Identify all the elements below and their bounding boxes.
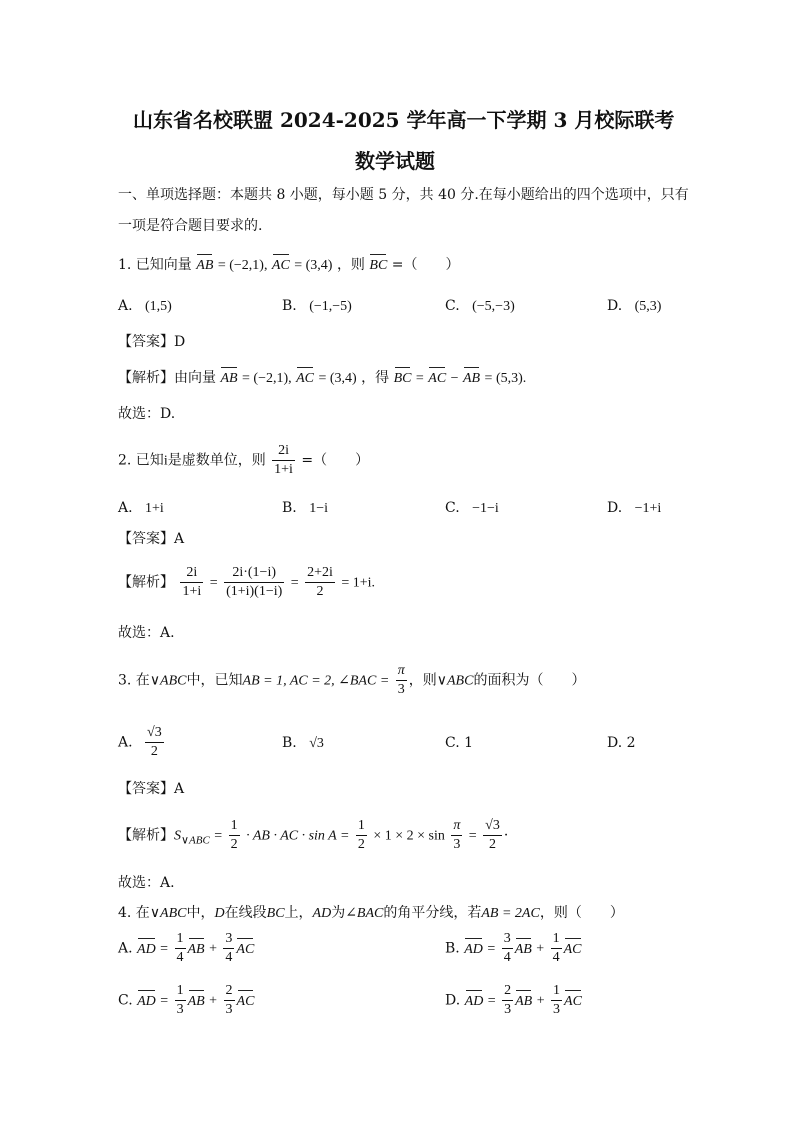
equals: =	[214, 828, 223, 844]
numerator: 1	[551, 982, 562, 1001]
vector-ac: AC	[296, 369, 314, 389]
q3-prefix: 3. 在	[118, 672, 150, 689]
option-value: (−5,−3)	[472, 299, 515, 314]
section-header-line2: 一项是符合题目要求的.	[118, 218, 263, 234]
option-label: C.	[445, 500, 460, 516]
option-label: D.	[607, 500, 623, 516]
angle-bac: ∠BAC	[345, 906, 384, 921]
vector-ab: AB	[196, 256, 213, 276]
option-label: D.	[607, 298, 623, 314]
option-value: √3	[309, 736, 324, 751]
question-1	[118, 255, 459, 276]
option-value: 1+i	[145, 501, 164, 516]
denominator: 2	[357, 837, 365, 852]
analysis-label: 【解析】	[118, 827, 174, 844]
fraction	[305, 564, 335, 601]
q3-choose: 故选：A.	[118, 875, 175, 891]
q3-mid: 中，已知	[186, 672, 243, 689]
denominator: (1+i)(1−i)	[226, 584, 283, 599]
analysis-expr: × 1 × 2 × sin	[373, 828, 445, 844]
q1-option-b	[282, 296, 352, 317]
denominator: 4	[552, 950, 560, 965]
q3-answer: 【答案】A	[118, 781, 185, 797]
option-label: A.	[118, 940, 133, 957]
q1-option-d	[607, 296, 661, 317]
equals: =	[160, 941, 169, 957]
q1-option-a	[118, 296, 172, 317]
fraction	[551, 982, 562, 1019]
vector-ad: AD	[137, 940, 156, 960]
q2-option-d	[607, 498, 661, 519]
q4-option-d	[445, 982, 582, 1019]
q2-end: =（ ）	[301, 452, 370, 469]
denominator: 2	[150, 744, 158, 759]
option-label: C.	[118, 992, 133, 1009]
option-label: B.	[282, 500, 297, 516]
denominator: 3	[553, 1002, 561, 1017]
numerator: √3	[145, 724, 164, 743]
q3-option-c: C. 1	[445, 735, 474, 751]
vector-ab: AB	[188, 940, 205, 960]
q2-prefix: 2. 已知	[118, 452, 164, 469]
q4-mid2: 在线段	[224, 905, 267, 921]
document-title: 山东省名校联盟 2024-2025 学年高一下学期 3 月校际联考	[133, 108, 675, 132]
numerator: 2	[224, 982, 235, 1001]
numerator: 2	[502, 982, 513, 1001]
numerator: 2i	[180, 564, 203, 583]
analysis-minus: −	[450, 371, 459, 386]
numerator: 3	[502, 930, 513, 949]
denominator: 2	[488, 837, 496, 852]
q3-option-a	[118, 724, 166, 761]
option-value: −1+i	[634, 501, 662, 516]
fraction	[175, 930, 186, 967]
vector-ab: AB	[220, 369, 237, 389]
option-value: 1−i	[309, 501, 328, 516]
equals: =	[487, 941, 496, 957]
question-2	[118, 442, 369, 479]
q3-then: ，则	[408, 672, 437, 689]
q4-mid5: 的角平分线，若	[383, 905, 482, 921]
q1-answer: 【答案】D	[118, 334, 186, 350]
fraction	[223, 930, 234, 967]
area-subscript: ∨ABC	[181, 834, 210, 847]
triangle-abc: ∨ABC	[149, 673, 187, 689]
fraction	[180, 564, 203, 601]
option-label: D.	[445, 992, 461, 1009]
analysis-tail: = 1+i.	[341, 575, 376, 591]
q1-choose: 故选：D.	[118, 406, 176, 422]
q3-condition: AB = 1, AC = 2, ∠BAC =	[242, 673, 390, 689]
fraction	[483, 817, 502, 854]
q4-prefix: 4. 在	[118, 905, 150, 921]
fraction	[502, 982, 513, 1019]
analysis-value: = (−2,1),	[242, 371, 292, 386]
option-value: (1,5)	[145, 299, 172, 314]
vector-ac: AC	[564, 992, 582, 1012]
plus: +	[536, 993, 545, 1009]
q4-condition: AB = 2AC	[481, 906, 540, 921]
q3-end: 的面积为（ ）	[473, 672, 586, 689]
period: ·	[503, 827, 509, 844]
q2-option-b	[282, 498, 328, 519]
q2-fraction	[272, 442, 295, 479]
option-label: A.	[118, 500, 133, 516]
vector-bc: BC	[394, 369, 412, 389]
q4-mid4: 为	[331, 905, 346, 921]
analysis-label: 【解析】	[118, 370, 174, 386]
q1-analysis	[118, 368, 526, 389]
fraction	[229, 817, 240, 854]
numerator: 1	[175, 982, 186, 1001]
denominator: 3	[504, 1002, 512, 1017]
q1-ab-value: = (−2,1),	[217, 258, 268, 273]
fraction	[224, 564, 284, 601]
q4-end: ，则（ ）	[539, 905, 624, 921]
denominator: 4	[225, 950, 233, 965]
option-label: B.	[282, 298, 297, 314]
option-label: A.	[118, 734, 133, 751]
vector-ab: AB	[515, 940, 532, 960]
fraction	[145, 724, 164, 761]
segment-ad: AD	[312, 906, 332, 921]
option-value: −1−i	[472, 501, 499, 516]
question-4	[118, 903, 624, 924]
q4-mid: 中，	[186, 905, 215, 921]
analysis-value: = (5,3).	[484, 371, 527, 386]
denominator: 3	[225, 1002, 233, 1017]
q3-option-d: D. 2	[607, 735, 636, 751]
point-d: D	[214, 906, 225, 921]
q1-ac-value: = (3,4)	[294, 258, 333, 273]
q2-i: i	[163, 453, 168, 469]
numerator: 3	[223, 930, 234, 949]
vector-ad: AD	[137, 992, 156, 1012]
denominator: 4	[176, 950, 184, 965]
q2-mid: 是虚数单位，则	[167, 452, 266, 469]
fraction	[224, 982, 235, 1019]
denominator: 3	[453, 837, 461, 852]
denominator: 3	[397, 682, 405, 697]
vector-ac: AC	[236, 940, 254, 960]
fraction-pi-3	[396, 662, 407, 699]
plus: +	[209, 941, 217, 957]
equals: =	[487, 993, 496, 1009]
q3-option-b	[282, 733, 324, 754]
q1-end: =（ ）	[391, 257, 460, 273]
vector-ab: AB	[463, 369, 480, 389]
equals: =	[160, 993, 169, 1009]
option-label: B.	[445, 940, 460, 957]
vector-ac: AC	[272, 256, 290, 276]
analysis-expr: · AB · AC · sin A =	[246, 828, 350, 844]
q1-option-c	[445, 296, 515, 317]
denominator: 1+i	[182, 584, 202, 599]
vector-ab: AB	[188, 992, 205, 1012]
fraction	[551, 930, 562, 967]
option-label: B.	[282, 735, 297, 751]
denominator: 2	[230, 837, 238, 852]
denominator: 1+i	[274, 462, 293, 477]
fraction	[451, 817, 462, 854]
vector-ac: AC	[564, 940, 582, 960]
vector-ac: AC	[428, 369, 446, 389]
option-label: C.	[445, 298, 460, 314]
denominator: 3	[176, 1002, 184, 1017]
denominator: 2	[316, 584, 324, 599]
fraction	[175, 982, 186, 1019]
analysis-eq: =	[415, 371, 424, 386]
vector-bc: BC	[369, 256, 387, 276]
numerator: 2+2i	[305, 564, 335, 583]
vector-ac: AC	[237, 992, 255, 1012]
q3-analysis	[118, 817, 508, 854]
q1-then: ，则	[336, 257, 365, 273]
analysis-text: ，得	[361, 370, 390, 386]
numerator: π	[451, 817, 462, 836]
triangle-abc: ∨ABC	[149, 906, 187, 921]
option-value: (5,3)	[634, 299, 662, 314]
numerator: 2i	[272, 442, 295, 461]
q2-answer: 【答案】A	[118, 531, 185, 547]
question-3	[118, 662, 585, 699]
q4-option-a	[118, 930, 254, 967]
numerator: 2i·(1−i)	[224, 564, 284, 583]
denominator: 4	[503, 950, 511, 965]
vector-ab: AB	[515, 992, 532, 1012]
q4-option-c	[118, 982, 254, 1019]
plus: +	[536, 941, 545, 957]
q2-option-a	[118, 498, 164, 519]
analysis-label: 【解析】	[118, 574, 174, 591]
triangle-abc: ∨ABC	[436, 673, 474, 689]
q1-prefix: 1. 已知向量	[118, 257, 192, 273]
numerator: 1	[356, 817, 367, 836]
q4-mid3: 上，	[284, 905, 313, 921]
plus: +	[209, 993, 218, 1009]
numerator: √3	[483, 817, 502, 836]
numerator: π	[396, 662, 407, 681]
option-label: A.	[118, 298, 133, 314]
q4-option-b	[445, 930, 582, 967]
option-value: (−1,−5)	[309, 299, 352, 314]
vector-ad: AD	[465, 992, 484, 1012]
analysis-value: = (3,4)	[318, 371, 357, 386]
numerator: 1	[551, 930, 562, 949]
q2-option-c	[445, 498, 499, 519]
equals: =	[468, 828, 477, 844]
numerator: 1	[229, 817, 240, 836]
segment-bc: BC	[266, 906, 285, 921]
fraction	[502, 930, 513, 967]
analysis-text: 由向量	[174, 370, 216, 386]
vector-ad: AD	[464, 940, 483, 960]
fraction	[356, 817, 367, 854]
area-s: S	[174, 828, 181, 844]
q2-choose: 故选：A.	[118, 625, 175, 641]
document-subtitle: 数学试题	[355, 149, 435, 173]
section-header-line1: 一、单项选择题：本题共 8 小题，每小题 5 分，共 40 分.在每小题给出的四个选项中，只有	[118, 187, 689, 203]
numerator: 1	[175, 930, 186, 949]
q2-analysis: 【解析】 $\frac{2i}{1+i}$ = $\frac{2i\cdot(1-i)}{(1+i)(1-i)}$ = $\frac{2+2i}{2}$ = 1+i.	[118, 565, 376, 599]
